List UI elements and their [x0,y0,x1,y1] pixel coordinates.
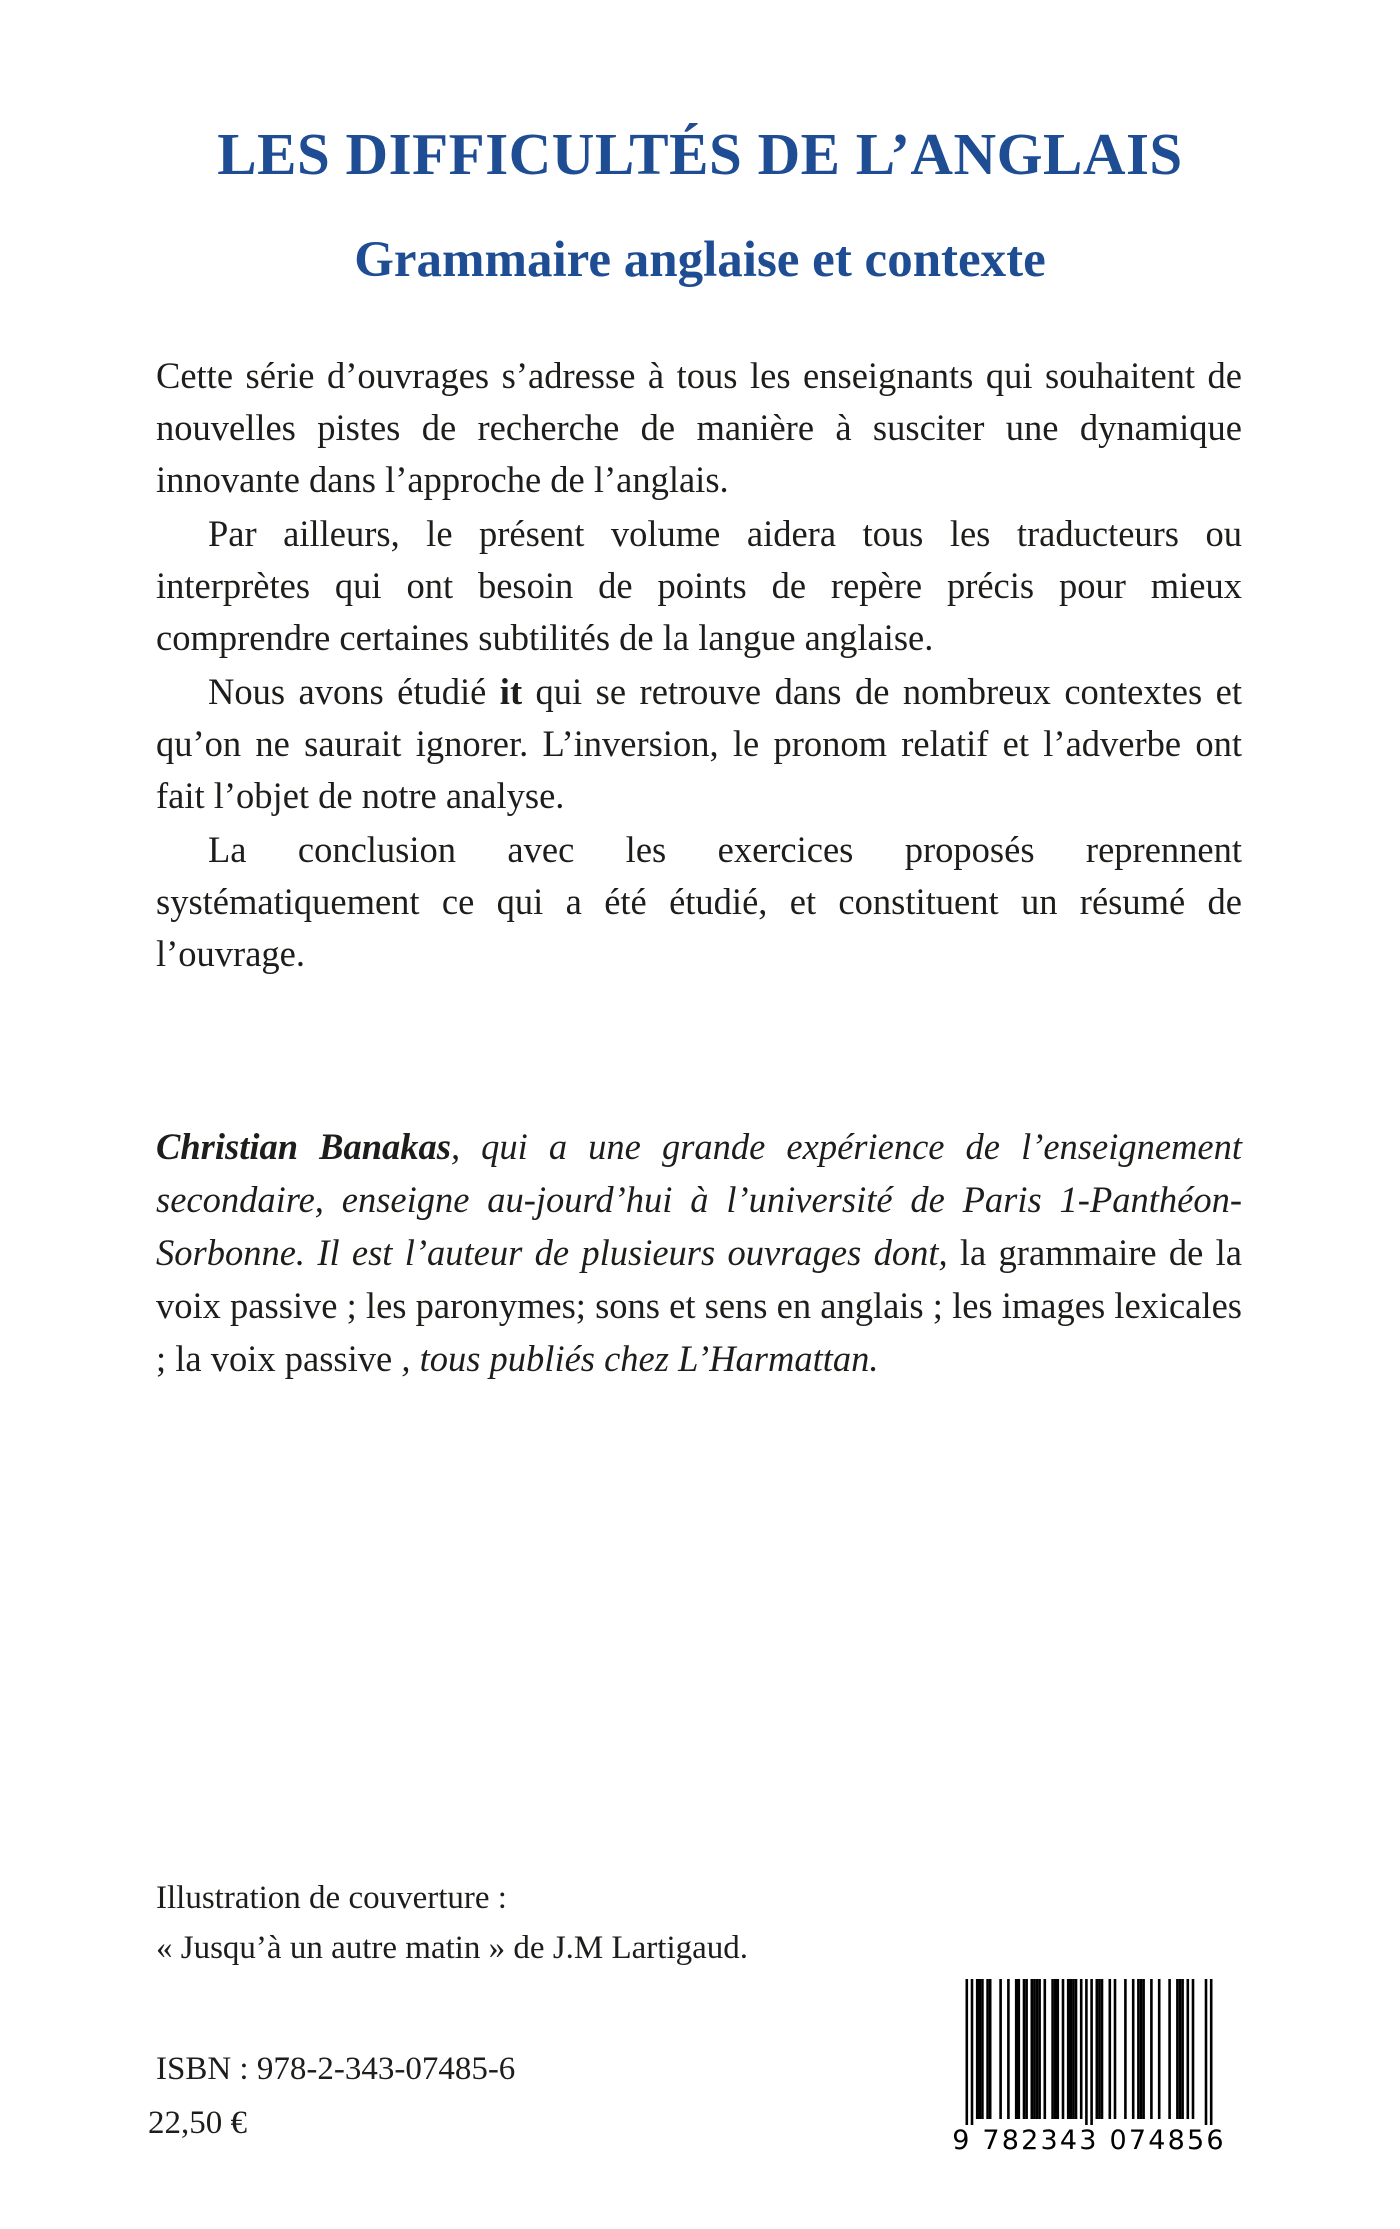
barcode-bar [1137,1979,1140,2119]
barcode-bar [1124,1979,1127,2119]
author-bio [156,1120,1242,1385]
barcode-bar [1031,1979,1034,2119]
barcode-bar [1140,1979,1143,2119]
price: 22,50 € [148,2105,247,2141]
barcode-bar [1072,1979,1075,2119]
author-name: Christian Banakas [156,1126,451,1167]
barcode-bar [1101,1979,1104,2119]
barcode-bar [1070,1979,1073,2119]
barcode-bar [1054,1979,1057,2119]
barcode [938,1975,1240,2165]
blurb-p3-end: qui se retrouve dans de nombreux contextes et qu’on ne saurait ignorer. L’inversion, le pronom relatif et l’adverbe ont fait l’objet de notre analyse. [156,671,1242,816]
barcode-bar [1080,1979,1083,2119]
barcode-bar [966,1979,969,2125]
barcode-bar [1090,1979,1093,2125]
blurb-paragraph-4: La conclusion avec les exercices proposés reprennent systématiquement ce qui a été étudié, et constituent un résumé de l’ouvrage. [156,829,1242,974]
barcode-bar [1096,1979,1099,2119]
barcode-bar [1018,1979,1021,2119]
barcode-bar [1015,1979,1018,2119]
barcode-bar [1192,1979,1195,2119]
barcode-bar [1132,1979,1135,2119]
barcode-bar [1023,1979,1026,2119]
credit-line-1: Illustration de couverture : [156,1880,507,1916]
book-subtitle: Grammaire anglaise et contexte [354,232,1046,288]
barcode-bar [1109,1979,1112,2119]
barcode-bar [1075,1979,1078,2119]
barcode-bar [1210,1979,1213,2125]
blurb [156,350,1242,982]
blurb-p3-start: Nous avons étudié [208,671,500,712]
barcode-bar [1114,1979,1117,2119]
barcode-bar [989,1979,992,2119]
barcode-bar [1179,1979,1182,2119]
barcode-bar [1036,1979,1039,2119]
book-title: LES DIFFICULTÉS DE L’ANGLAIS [217,121,1183,187]
author-works: la grammaire de la voix passive ; les paronymes; sons et sens en anglais ; les images lexicales ; la voix passive [156,1232,1243,1379]
barcode-bar [1205,1979,1208,2125]
author-publisher: , tous publiés chez L’Harmattan. [401,1338,879,1379]
barcode-bar [986,1979,989,2119]
barcode-bars [938,1975,1240,2125]
illustration-credit [156,1873,1056,1973]
barcode-bar [1057,1979,1060,2119]
barcode-bar [1085,1979,1088,2125]
credit-line-2: « Jusqu’à un autre matin » de J.M Lartigaud. [156,1930,749,1966]
barcode-bar [1187,1979,1190,2119]
barcode-bar [1038,1979,1041,2119]
barcode-bar [1181,1979,1184,2119]
blurb-paragraph-2: Par ailleurs, le présent volume aidera tous les traducteurs ou interprètes qui ont besoin de points de repère précis pour mieux comprendre certaines subtilités de la langue anglaise. [156,513,1242,658]
barcode-bar [979,1979,982,2119]
barcode-bar [1176,1979,1179,2119]
barcode-bar [1067,1979,1070,2119]
author-bio-italic: , qui a une grande expérience de l’enseignement secondaire, enseigne au-jourd’hui à l’université de Paris 1-Panthéon-Sorbonne. Il est l’auteur de plusieurs ouvrages dont, [156,1126,1243,1273]
barcode-bar [999,1979,1002,2119]
barcode-bar [1025,1979,1028,2119]
barcode-bar [971,1979,974,2125]
barcode-bar [1007,1979,1010,2119]
blurb-paragraph-1: Cette série d’ouvrages s’adresse à tous les enseignants qui souhaitent de nouvelles pistes de recherche de manière à susciter une dynamique innovante dans l’approche de l’anglais. [156,355,1242,500]
barcode-bar [1033,1979,1036,2119]
barcode-bar [1142,1979,1145,2119]
barcode-bar [1044,1979,1047,2119]
isbn: ISBN : 978-2-343-07485-6 [156,2051,516,2087]
barcode-bar [976,1979,979,2119]
barcode-bar [1158,1979,1161,2119]
barcode-bar [1150,1979,1153,2119]
blurb-paragraph-3 [156,666,1242,822]
barcode-bar [1168,1979,1171,2119]
barcode-digits: 9 782343 074856 [952,2125,1226,2156]
blurb-p3-keyword: it [499,671,523,712]
barcode-bar [1062,1979,1065,2119]
barcode-bar [981,1979,984,2119]
barcode-bar [1098,1979,1101,2119]
barcode-bar [1051,1979,1054,2119]
